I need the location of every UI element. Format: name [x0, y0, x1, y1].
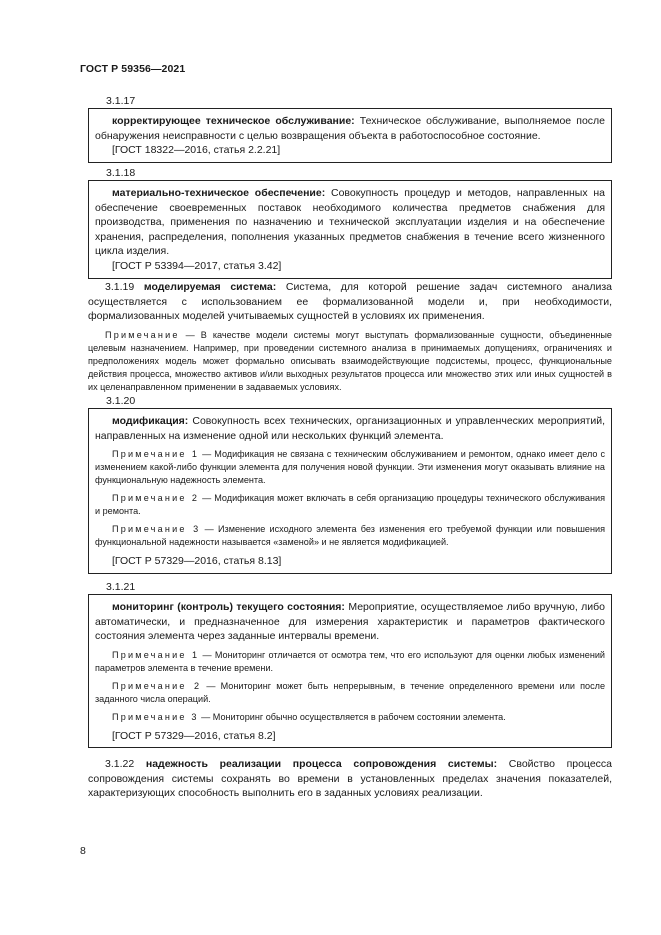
clause-number-3-1-18: 3.1.18 — [106, 167, 136, 179]
clause-number-3-1-21: 3.1.21 — [106, 581, 136, 593]
term-definition — [88, 757, 612, 801]
definition-text: Совокупность процедур и методов, направленных на обеспечение своевременных поставок необходимого количества предметов снабжения для производства, применения по назначению и технической эксплуатации изделия и на обеспечение хранения, распределения, пополнения указанных предметов снабжения в течение всего жизненного цикла изделия. — [95, 187, 605, 258]
clause-3-1-22 — [88, 757, 612, 801]
note-label: Примечание 1 — [112, 449, 200, 460]
term-name: моделируемая система: — [143, 281, 277, 293]
term-name: корректирующее техническое обслуживание: — [112, 115, 355, 127]
note-label: Примечание 3 — [112, 711, 199, 722]
page-number: 8 — [80, 845, 86, 857]
term-name: модификация: — [112, 415, 189, 427]
clause-number-3-1-17: 3.1.17 — [106, 95, 136, 107]
term-definition — [88, 280, 612, 324]
note-label: Примечание 1 — [112, 649, 200, 660]
term-box-3-1-18 — [88, 180, 612, 279]
term-definition — [95, 600, 605, 644]
term-name: надежность реализации процесса сопровождения системы: — [145, 758, 498, 770]
note-2 — [95, 680, 605, 706]
note-3 — [95, 523, 605, 549]
definition-text: Свойство процесса сопровождения системы сохранять во времени в установленных пределах значения показателей, характеризующих способность выполнить его в заданных условиях реализации. — [88, 758, 613, 800]
definition-text: Система, для которой решение задач системного анализа осуществляется с использованием ее формализованной модели и, при необходимости, формализованных моделей учитываемых сущностей в условиях их применения. — [88, 281, 612, 323]
definition-text: Техническое обслуживание, выполняемое после обнаружения неисправности с целью возвращения объекта в работоспособное состояние. — [95, 115, 605, 142]
note-text: — Модификация не связана с техническим обслуживанием и ремонтом, однако имеет дело с изменением какой-либо функции элемента для получения новой функции. Эти изменения могут оказывать влияние на функциональную надежность элемента. — [95, 449, 605, 486]
note-text: — Мониторинг обычно осуществляется в рабочем состоянии элемента. — [198, 711, 506, 722]
source-reference: [ГОСТ Р 57329—2016, статья 8.13] — [112, 555, 282, 568]
note-2 — [95, 492, 605, 518]
source-reference: [ГОСТ 18322—2016, статья 2.2.21] — [112, 144, 281, 157]
term-definition — [95, 414, 605, 443]
term-box-3-1-17 — [88, 108, 612, 163]
definition-text: Мероприятие, осуществляемое либо вручную, либо автоматически, и предназначенное для измерения характеристик и параметров фактического состояния элемента через заданные интервалы времени. — [95, 601, 605, 643]
term-box-3-1-21 — [88, 594, 612, 748]
term-definition — [95, 114, 605, 143]
note — [88, 329, 612, 394]
document-header: ГОСТ Р 59356—2021 — [80, 63, 186, 75]
definition-text: Совокупность всех технических, организационных и управленческих мероприятий, направленных на изменение одной или нескольких функций элемента. — [95, 415, 605, 442]
source-reference: [ГОСТ Р 53394—2017, статья 3.42] — [112, 259, 282, 272]
clause-number-3-1-19: 3.1.19 — [105, 281, 135, 293]
note-text: — Мониторинг может быть непрерывным, в течение определенного времени или после заданного числа операций. — [95, 680, 605, 704]
note-label: Примечание — [105, 329, 180, 340]
clause-3-1-19 — [88, 280, 612, 394]
source-reference: [ГОСТ Р 57329—2016, статья 8.2] — [112, 729, 276, 742]
term-definition — [95, 186, 605, 259]
note-label: Примечание 2 — [112, 680, 202, 691]
note-text: — Изменение исходного элемента без изменения его требуемой функции или повышения функциональной надежности называется «заменой» и не является модификацией. — [95, 524, 606, 548]
term-name: мониторинг (контроль) текущего состояния: — [112, 601, 345, 613]
note-1 — [95, 649, 605, 675]
note-label: Примечание 3 — [112, 524, 201, 535]
note-1 — [95, 448, 605, 487]
term-name: материально-техническое обеспечение: — [112, 187, 326, 199]
clause-number-3-1-22: 3.1.22 — [105, 758, 135, 770]
note-text: — Модификация может включать в себя организацию процедуры технического обслуживания и ремонта. — [95, 493, 605, 517]
note-text: — В качестве модели системы могут выступать формализованные сущности, объединенные целевым назначением. Например, при проведении системного анализа в принимаемых допущениях, ограничениях и предположениях модель может формально описывать взаимодействующие подсистемы, процесс, функциональные действия процесса, множество активов и/или выходных результатов процесса или множество этих или иных сущностей в их целенаправленном применении в задаваемых условиях. — [88, 329, 612, 392]
clause-number-3-1-20: 3.1.20 — [106, 395, 136, 407]
note-text: — Мониторинг отличается от осмотра тем, что его используют для оценки любых изменений параметров элемента в течение времени. — [95, 649, 605, 673]
note-3 — [95, 711, 605, 724]
note-label: Примечание 2 — [112, 493, 200, 504]
term-box-3-1-20 — [88, 408, 612, 574]
